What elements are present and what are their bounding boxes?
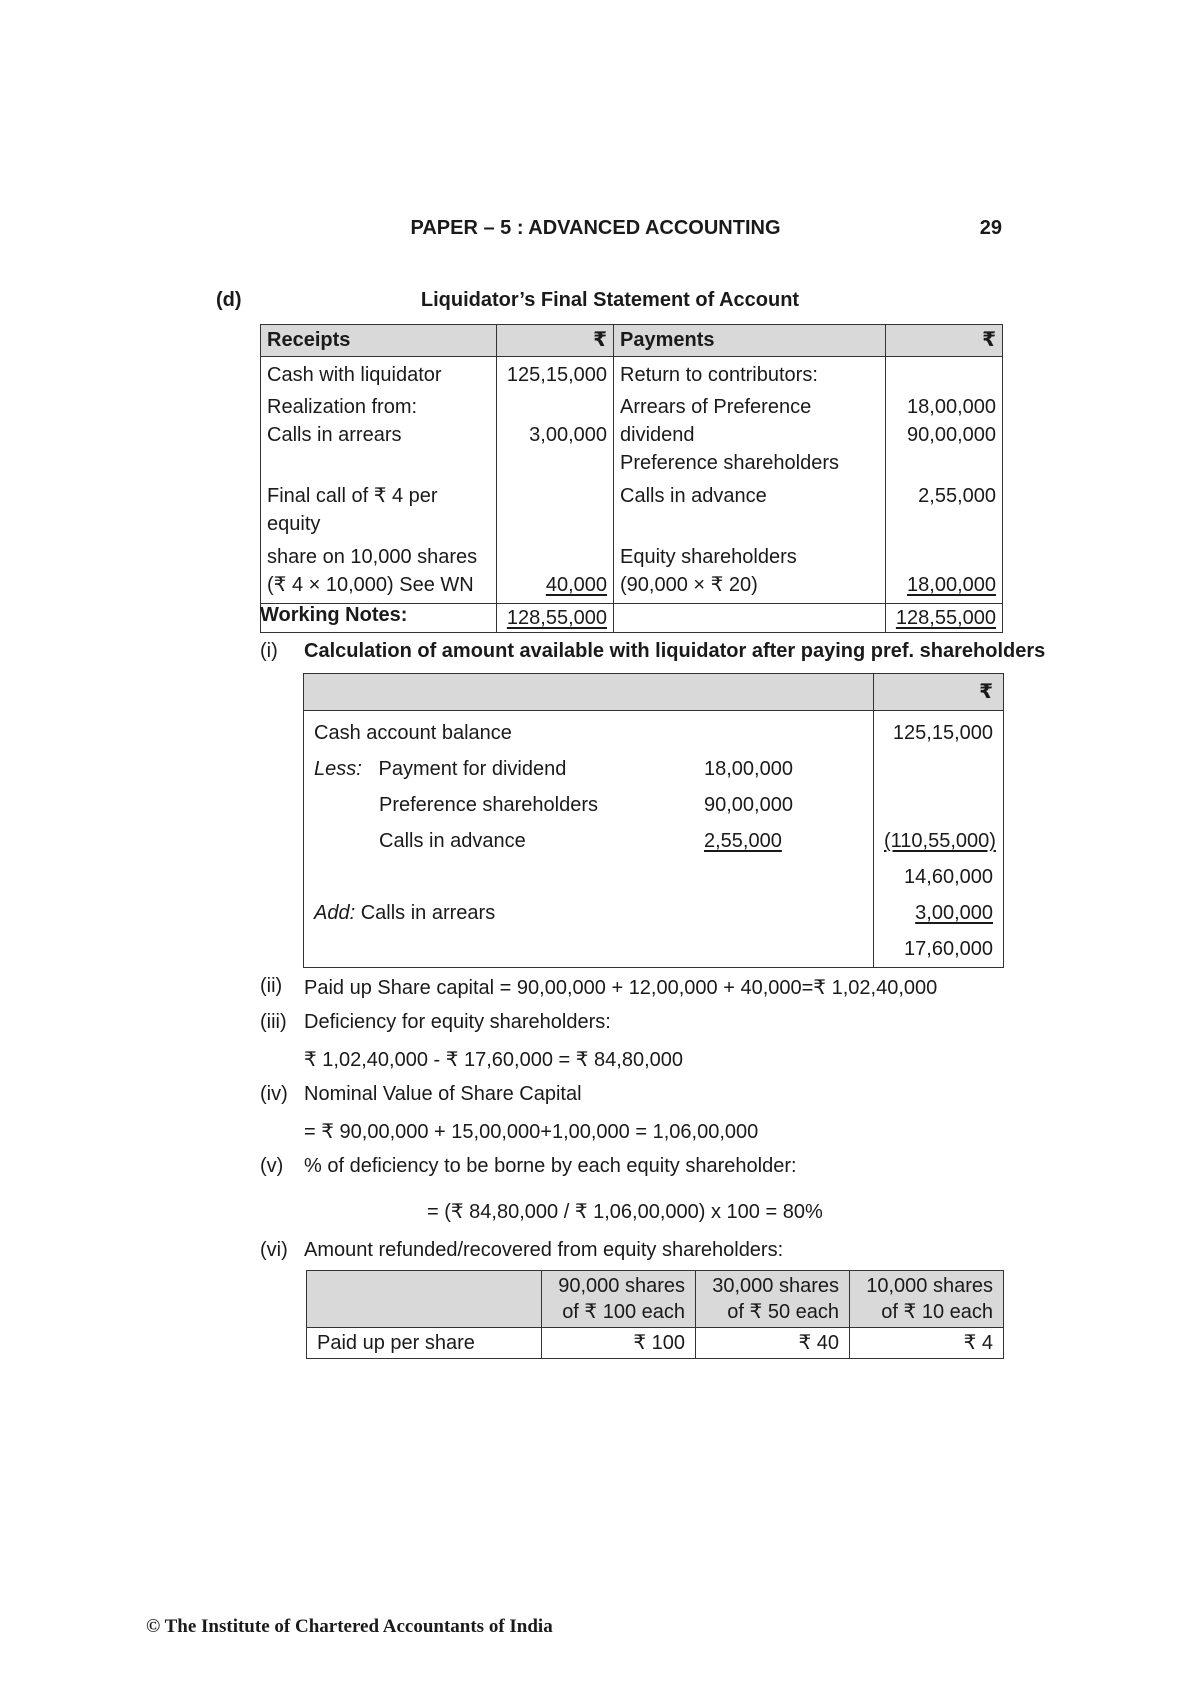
- working-notes-title: Working Notes:: [260, 604, 408, 626]
- refund-col-line: 10,000 shares: [866, 1275, 993, 1297]
- payment-amount: 18,00,000: [907, 574, 996, 596]
- receipt-total: 128,55,000: [506, 607, 607, 629]
- refund-col-line: of ₹ 10 each: [881, 1301, 993, 1323]
- calc-amount: 14,60,000: [874, 859, 1004, 895]
- table-row: [304, 751, 1004, 787]
- statement-header-row: [261, 325, 1003, 357]
- note-calc: = ₹ 90,00,000 + 15,00,000+1,00,000 = 1,06,00,000: [304, 1121, 759, 1143]
- col-payments-rupee: ₹: [886, 325, 1003, 357]
- refund-header-row: [307, 1271, 1004, 1328]
- calc-label: Calls in arrears: [360, 902, 496, 924]
- table-row: [304, 711, 1004, 752]
- refund-row-label: Paid up per share: [307, 1328, 542, 1359]
- note-number: (ii): [260, 975, 283, 997]
- note-text: Paid up Share capital = 90,00,000 + 12,00,000 + 40,000=₹ 1,02,40,000: [304, 977, 938, 999]
- table-row: [261, 477, 1003, 538]
- calc-inner-amount: 90,00,000: [704, 794, 793, 816]
- refund-col-line: 90,000 shares: [558, 1275, 685, 1297]
- page-header-title: PAPER – 5 : ADVANCED ACCOUNTING: [410, 217, 781, 239]
- receipt-label: Realization from:: [267, 396, 418, 418]
- table-row: [304, 931, 1004, 968]
- add-label: Add:: [314, 902, 356, 924]
- note-text: % of deficiency to be borne by each equity shareholder:: [304, 1155, 797, 1177]
- calc-label: Calls in advance: [379, 830, 526, 852]
- payment-label: (90,000 × ₹ 20): [620, 574, 758, 596]
- calc-amount: 3,00,000: [915, 902, 993, 924]
- note-number: (iii): [260, 1011, 287, 1033]
- page-number: 29: [979, 217, 1002, 239]
- statement-title: Liquidator’s Final Statement of Account: [420, 289, 800, 311]
- payment-label: Equity shareholders: [620, 546, 797, 568]
- refund-value: ₹ 4: [850, 1328, 1004, 1359]
- table-row: [304, 895, 1004, 931]
- payment-label: Return to contributors:: [620, 364, 818, 386]
- note-number: (i): [260, 640, 278, 662]
- payment-label: Arrears of Preference dividend: [620, 396, 812, 446]
- calc-label: Preference shareholders: [379, 794, 599, 816]
- calc-label: Payment for dividend: [378, 758, 567, 780]
- col-receipts: Receipts: [261, 325, 497, 357]
- col-receipts-rupee: ₹: [497, 325, 614, 357]
- refund-value: ₹ 100: [542, 1328, 696, 1359]
- calc-rupee-header: ₹: [874, 674, 1004, 711]
- receipt-label: Final call of ₹ 4 per equity: [267, 485, 438, 535]
- table-row: [261, 357, 1003, 390]
- note-number: (vi): [260, 1239, 288, 1261]
- refund-value: ₹ 40: [696, 1328, 850, 1359]
- refund-col-header: [696, 1271, 850, 1328]
- payment-total: 128,55,000: [895, 607, 996, 629]
- note-calc: = (₹ 84,80,000 / ₹ 1,06,00,000) x 100 = 80%: [427, 1201, 823, 1223]
- table-row: [304, 823, 1004, 859]
- refund-col-header: [850, 1271, 1004, 1328]
- refund-col-line: of ₹ 50 each: [727, 1301, 839, 1323]
- table-row: [304, 787, 1004, 823]
- calc-inner-amount: 18,00,000: [704, 758, 793, 780]
- col-payments: Payments: [614, 325, 886, 357]
- receipt-amount: 125,15,000: [506, 364, 607, 386]
- refund-col-line: of ₹ 100 each: [562, 1301, 685, 1323]
- less-label: Less:: [314, 758, 362, 780]
- note-text: Nominal Value of Share Capital: [304, 1083, 582, 1105]
- payment-label: Calls in advance: [620, 485, 767, 507]
- part-label: (d): [216, 289, 242, 311]
- calc-inner-amount: 2,55,000: [704, 830, 782, 852]
- equity-refund-table: [306, 1270, 1004, 1359]
- receipt-amount: 40,000: [545, 574, 607, 596]
- receipt-label: Cash with liquidator: [267, 364, 442, 386]
- payment-label: Preference shareholders: [620, 452, 840, 474]
- liquidator-statement-table: [260, 324, 1003, 633]
- table-row: [304, 859, 1004, 895]
- calc-amount: 17,60,000: [874, 931, 1004, 968]
- refund-col-header: [542, 1271, 696, 1328]
- refund-col-line: 30,000 shares: [712, 1275, 839, 1297]
- payment-amount: 90,00,000: [907, 424, 996, 446]
- note-text: Amount refunded/recovered from equity shareholders:: [304, 1239, 784, 1261]
- note-number: (v): [260, 1155, 284, 1177]
- liquidator-balance-calc-table: [303, 673, 1004, 968]
- note-text: Deficiency for equity shareholders:: [304, 1011, 611, 1033]
- payment-amount: 2,55,000: [918, 485, 996, 507]
- receipt-amount: 3,00,000: [529, 424, 607, 446]
- calc-amount: (110,55,000): [884, 830, 996, 852]
- calc-label: Cash account balance: [304, 711, 874, 752]
- note-heading: Calculation of amount available with liquidator after paying pref. shareholders: [304, 640, 1046, 662]
- calc-header-row: [304, 674, 1004, 711]
- table-row: [261, 538, 1003, 604]
- note-calc: ₹ 1,02,40,000 - ₹ 17,60,000 = ₹ 84,80,000: [304, 1049, 684, 1071]
- calc-amount: 125,15,000: [874, 711, 1004, 752]
- receipt-label: share on 10,000 shares: [267, 546, 478, 568]
- copyright-footer: © The Institute of Chartered Accountants of India: [146, 1616, 553, 1637]
- note-number: (iv): [260, 1083, 288, 1105]
- receipt-label: (₹ 4 × 10,000) See WN: [267, 574, 474, 596]
- table-row: [261, 389, 1003, 477]
- receipt-label: Calls in arrears: [267, 424, 402, 446]
- payment-amount: 18,00,000: [907, 396, 996, 418]
- table-row: [307, 1328, 1004, 1359]
